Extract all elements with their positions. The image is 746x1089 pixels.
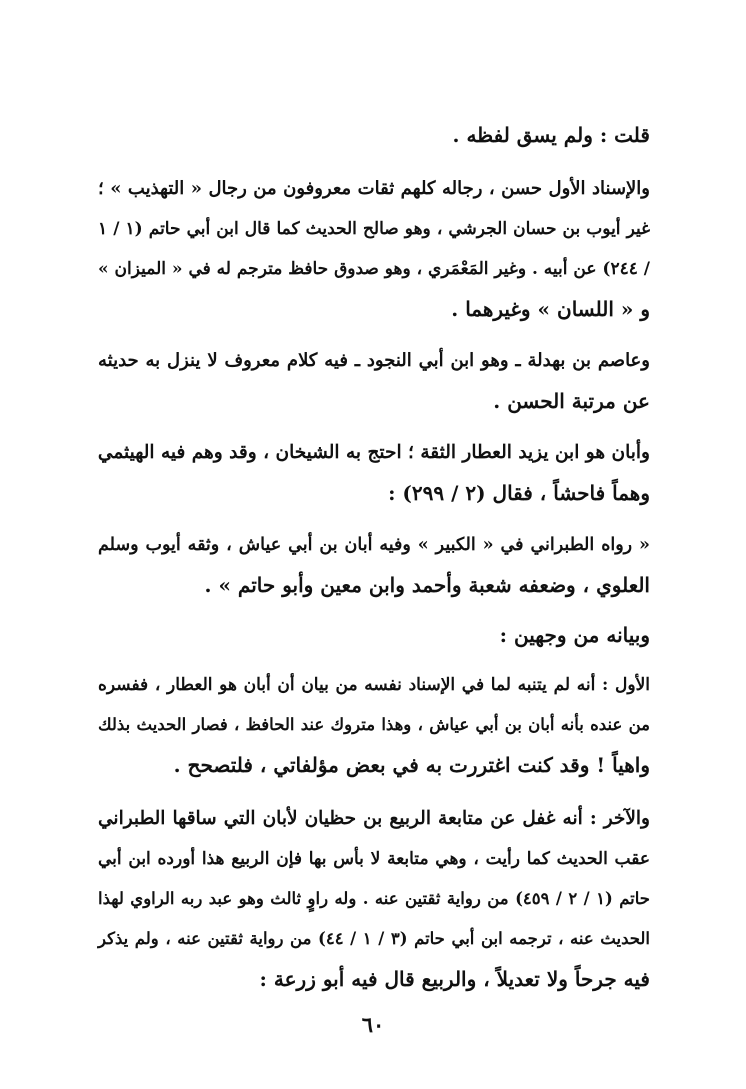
text-line: غير أيوب بن حسان الجرشي ، وهو صالح الحديث كما قال ابن أبي حاتم (١ / ١	[98, 219, 650, 239]
text-line: والآخر : أنه غفل عن متابعة الربيع بن حظيان لأبان التي ساقها الطبراني	[98, 808, 650, 829]
quote-line: « رواه الطبراني في « الكبير » وفيه أبان بن أبي عياش ، وثقه أيوب وسلم	[98, 535, 650, 555]
text-line: والإسناد الأول حسن ، رجاله كلهم ثقات معروفون من رجال « التهذيب » ؛	[98, 178, 650, 199]
text-line: وهماً فاحشاً ، فقال (٢ / ٢٩٩) :	[388, 481, 650, 505]
text-line: الحديث عنه ، ترجمه ابن أبي حاتم (٣ / ١ / ٤٤) من رواية ثقتين عنه ، ولم يذكر	[98, 929, 651, 948]
text-line: الأول : أنه لم يتنبه لما في الإسناد نفسه من بيان أن أبان هو العطار ، ففسره	[98, 675, 650, 695]
text-line: و « اللسان » وغيرهما .	[451, 297, 650, 321]
text-line: من عنده بأنه أبان بن أبي عياش ، وهذا متروك عند الحافظ ، فصار الحديث بذلك	[98, 715, 650, 734]
text-line: واهياً ! وقد كنت اغتررت به في بعض مؤلفاتي ، فلتصحح .	[173, 753, 650, 777]
text-line: عن مرتبة الحسن .	[493, 389, 650, 413]
text-line: وعاصم بن بهدلة ـ وهو ابن أبي النجود ـ فيه كلام معروف لا ينزل به حديثه	[98, 350, 650, 371]
quote-line: العلوي ، وضعفه شعبة وأحمد وابن معين وأبو حاتم » .	[204, 573, 650, 597]
text-line: وبيانه من وجهين :	[499, 623, 650, 647]
text-line: حاتم (١ / ٢ / ٤٥٩) من رواية ثقتين عنه . وله راوٍ ثالث وهو عبد ربه الراوي لهذا	[98, 889, 650, 908]
text-line: عقب الحديث كما رأيت ، وهي متابعة لا بأس بها فإن الربيع هذا أورده ابن أبي	[98, 849, 650, 869]
text-line: فيه جرحاً ولا تعديلاً ، والربيع قال فيه أبو زرعة :	[259, 967, 650, 991]
text-line: وأبان هو ابن يزيد العطار الثقة ؛ احتج به الشيخان ، وقد وهم فيه الهيثمي	[97, 442, 650, 463]
text-line: قلت : ولم يسق لفظه .	[452, 123, 650, 147]
page-number: ٦٠	[361, 1012, 385, 1037]
text-line: / ٢٤٤) عن أبيه . وغير المَعْمَري ، وهو صدوق حافظ مترجم له في « الميزان »	[97, 259, 650, 279]
